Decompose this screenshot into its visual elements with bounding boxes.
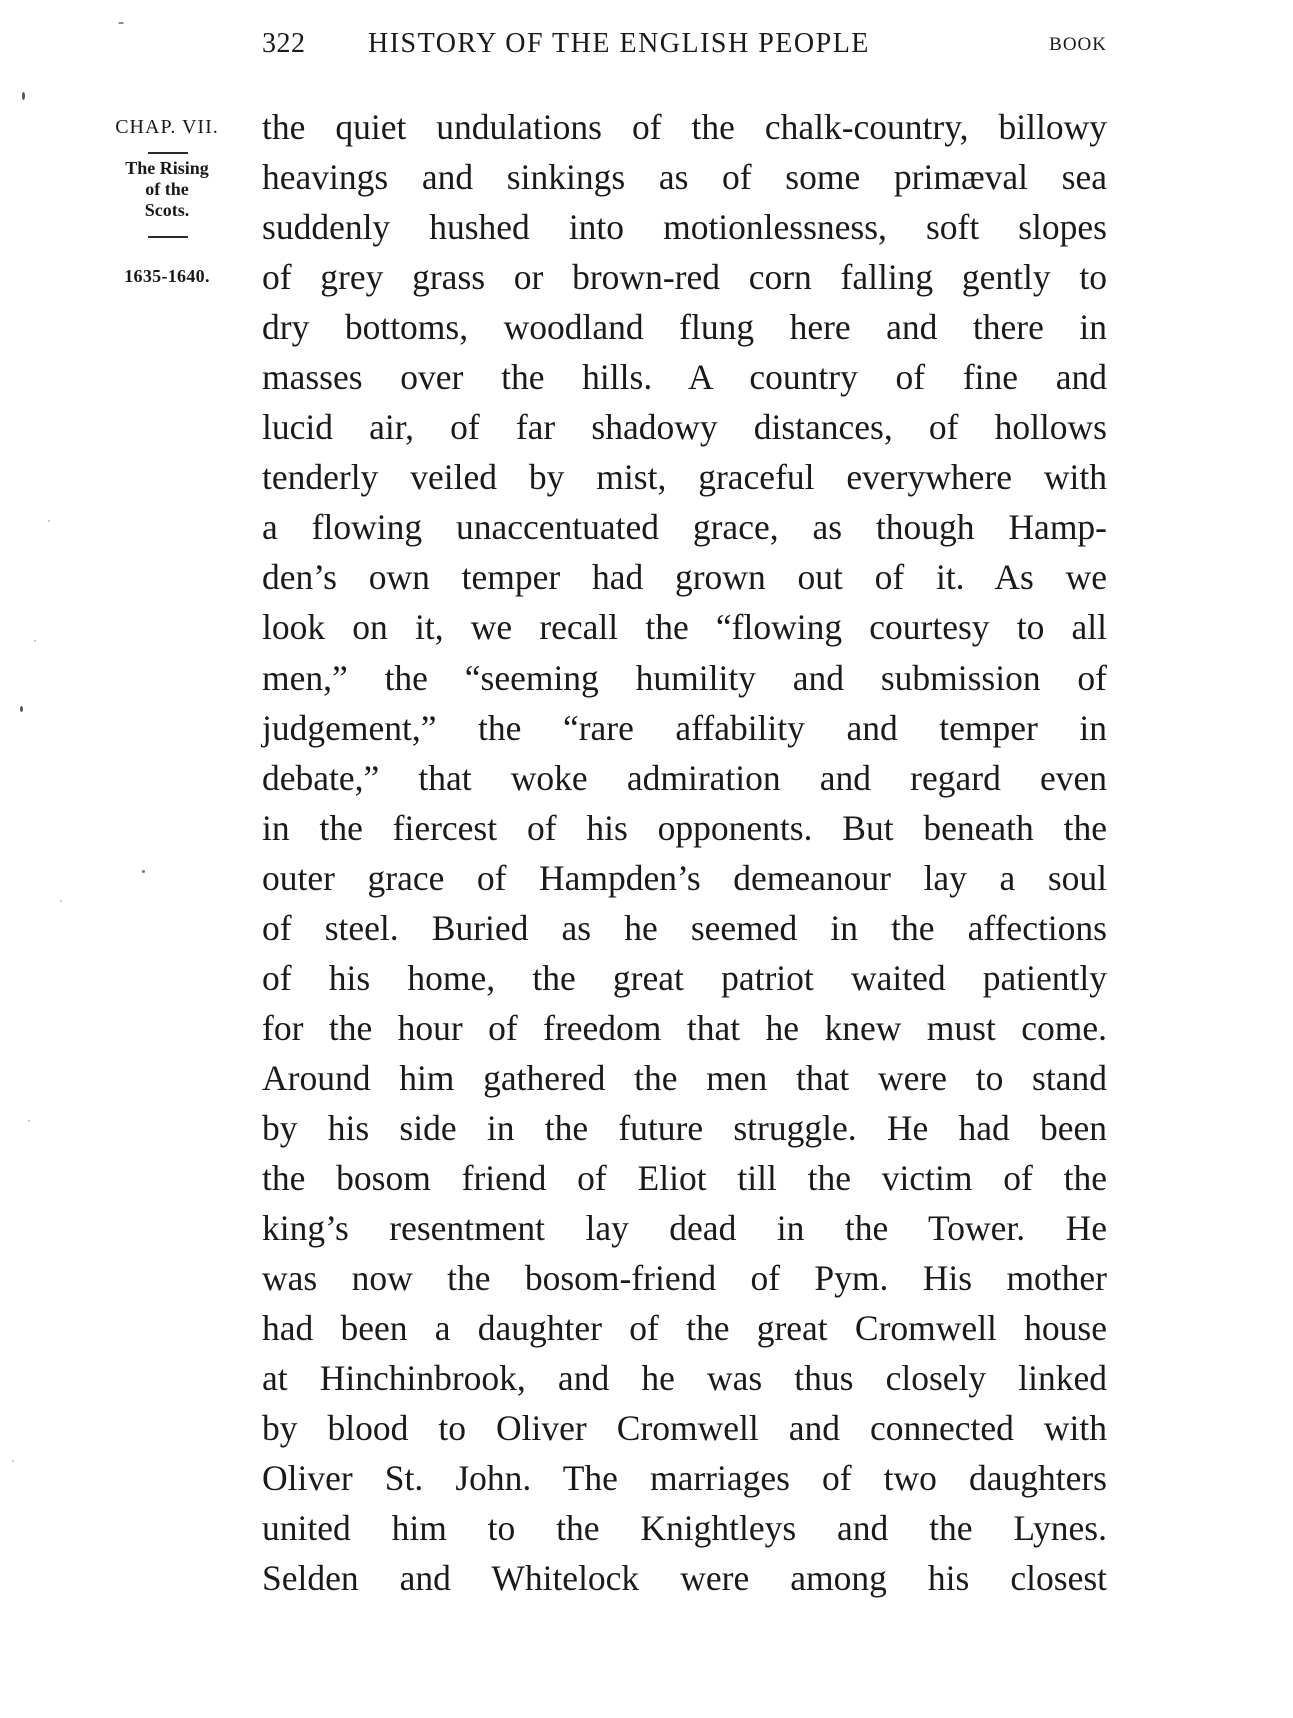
text-line: debate,” that woke admiration and regard even xyxy=(262,757,1107,798)
text-line: by blood to Oliver Cromwell and connected with xyxy=(262,1408,1107,1449)
scan-speck xyxy=(142,870,145,873)
text-line: king’s resentment lay dead in the Tower. He xyxy=(262,1208,1107,1249)
book-label: BOOK xyxy=(1049,34,1107,55)
scan-speck xyxy=(118,22,124,24)
topic-sidenote-line: The Rising xyxy=(125,158,209,178)
scan-speck xyxy=(12,1460,14,1462)
text-line: of steel. Buried as he seemed in the affections xyxy=(262,907,1107,948)
text-line: men,” the “seeming humility and submission of xyxy=(262,657,1107,698)
scan-speck xyxy=(20,706,23,712)
scan-speck xyxy=(22,92,25,100)
text-line: lucid air, of far shadowy distances, of hollows xyxy=(262,407,1107,448)
text-line: Around him gathered the men that were to stand xyxy=(262,1057,1107,1098)
text-line: tenderly veiled by mist, graceful everywhere with xyxy=(262,457,1107,498)
text-line: suddenly hushed into motionlessness, soft slopes xyxy=(262,207,1107,248)
text-line: the quiet undulations of the chalk-country, billowy xyxy=(262,107,1107,147)
scan-speck xyxy=(48,520,50,522)
text-line: outer grace of Hampden’s demeanour lay a soul xyxy=(262,857,1107,898)
dates-sidenote: 1635-1640. xyxy=(124,266,210,286)
text-line: Oliver St. John. The marriages of two daughters xyxy=(262,1458,1107,1499)
running-header xyxy=(262,28,1107,68)
text-line: masses over the hills. A country of fine and xyxy=(262,357,1107,398)
topic-sidenote-line: Scots. xyxy=(144,200,190,220)
text-line: judgement,” the “rare affability and temper in xyxy=(262,707,1107,748)
scan-speck xyxy=(60,900,62,902)
text-line: of his home, the great patriot waited patiently xyxy=(262,957,1107,998)
topic-sidenote xyxy=(92,158,242,221)
text-line: den’s own temper had grown out of it. As we xyxy=(262,557,1107,598)
text-line: was now the bosom-friend of Pym. His mother xyxy=(262,1258,1107,1299)
text-line: dry bottoms, woodland flung here and there in xyxy=(262,307,1107,348)
text-line: united him to the Knightleys and the Lynes. xyxy=(262,1508,1107,1549)
scan-speck xyxy=(28,1120,30,1122)
topic-sidenote-line: of the xyxy=(145,179,189,199)
running-title: HISTORY OF THE ENGLISH PEOPLE xyxy=(368,28,870,59)
text-line: had been a daughter of the great Cromwell house xyxy=(262,1308,1107,1349)
text-line: heavings and sinkings as of some primæval sea xyxy=(262,157,1107,198)
text-line: at Hinchinbrook, and he was thus closely linked xyxy=(262,1358,1107,1399)
sidenote-rule xyxy=(148,236,188,238)
text-line: a flowing unaccentuated grace, as though Hamp- xyxy=(262,507,1107,548)
text-line: in the fiercest of his opponents. But beneath the xyxy=(262,807,1107,848)
sidenote-rule xyxy=(148,152,188,154)
text-line: of grey grass or brown-red corn falling gently to xyxy=(262,257,1107,298)
text-line: for the hour of freedom that he knew must come. xyxy=(262,1007,1107,1048)
body-text xyxy=(262,102,1107,1603)
text-line: the bosom friend of Eliot till the victim of the xyxy=(262,1157,1107,1198)
text-line: Selden and Whitelock were among his closest xyxy=(262,1558,1107,1599)
scan-speck xyxy=(34,640,36,642)
text-line: by his side in the future struggle. He had been xyxy=(262,1107,1107,1148)
text-line: look on it, we recall the “flowing courtesy to all xyxy=(262,607,1107,648)
page-number: 322 xyxy=(262,28,306,59)
chapter-sidenote: CHAP. VII. xyxy=(115,116,219,138)
